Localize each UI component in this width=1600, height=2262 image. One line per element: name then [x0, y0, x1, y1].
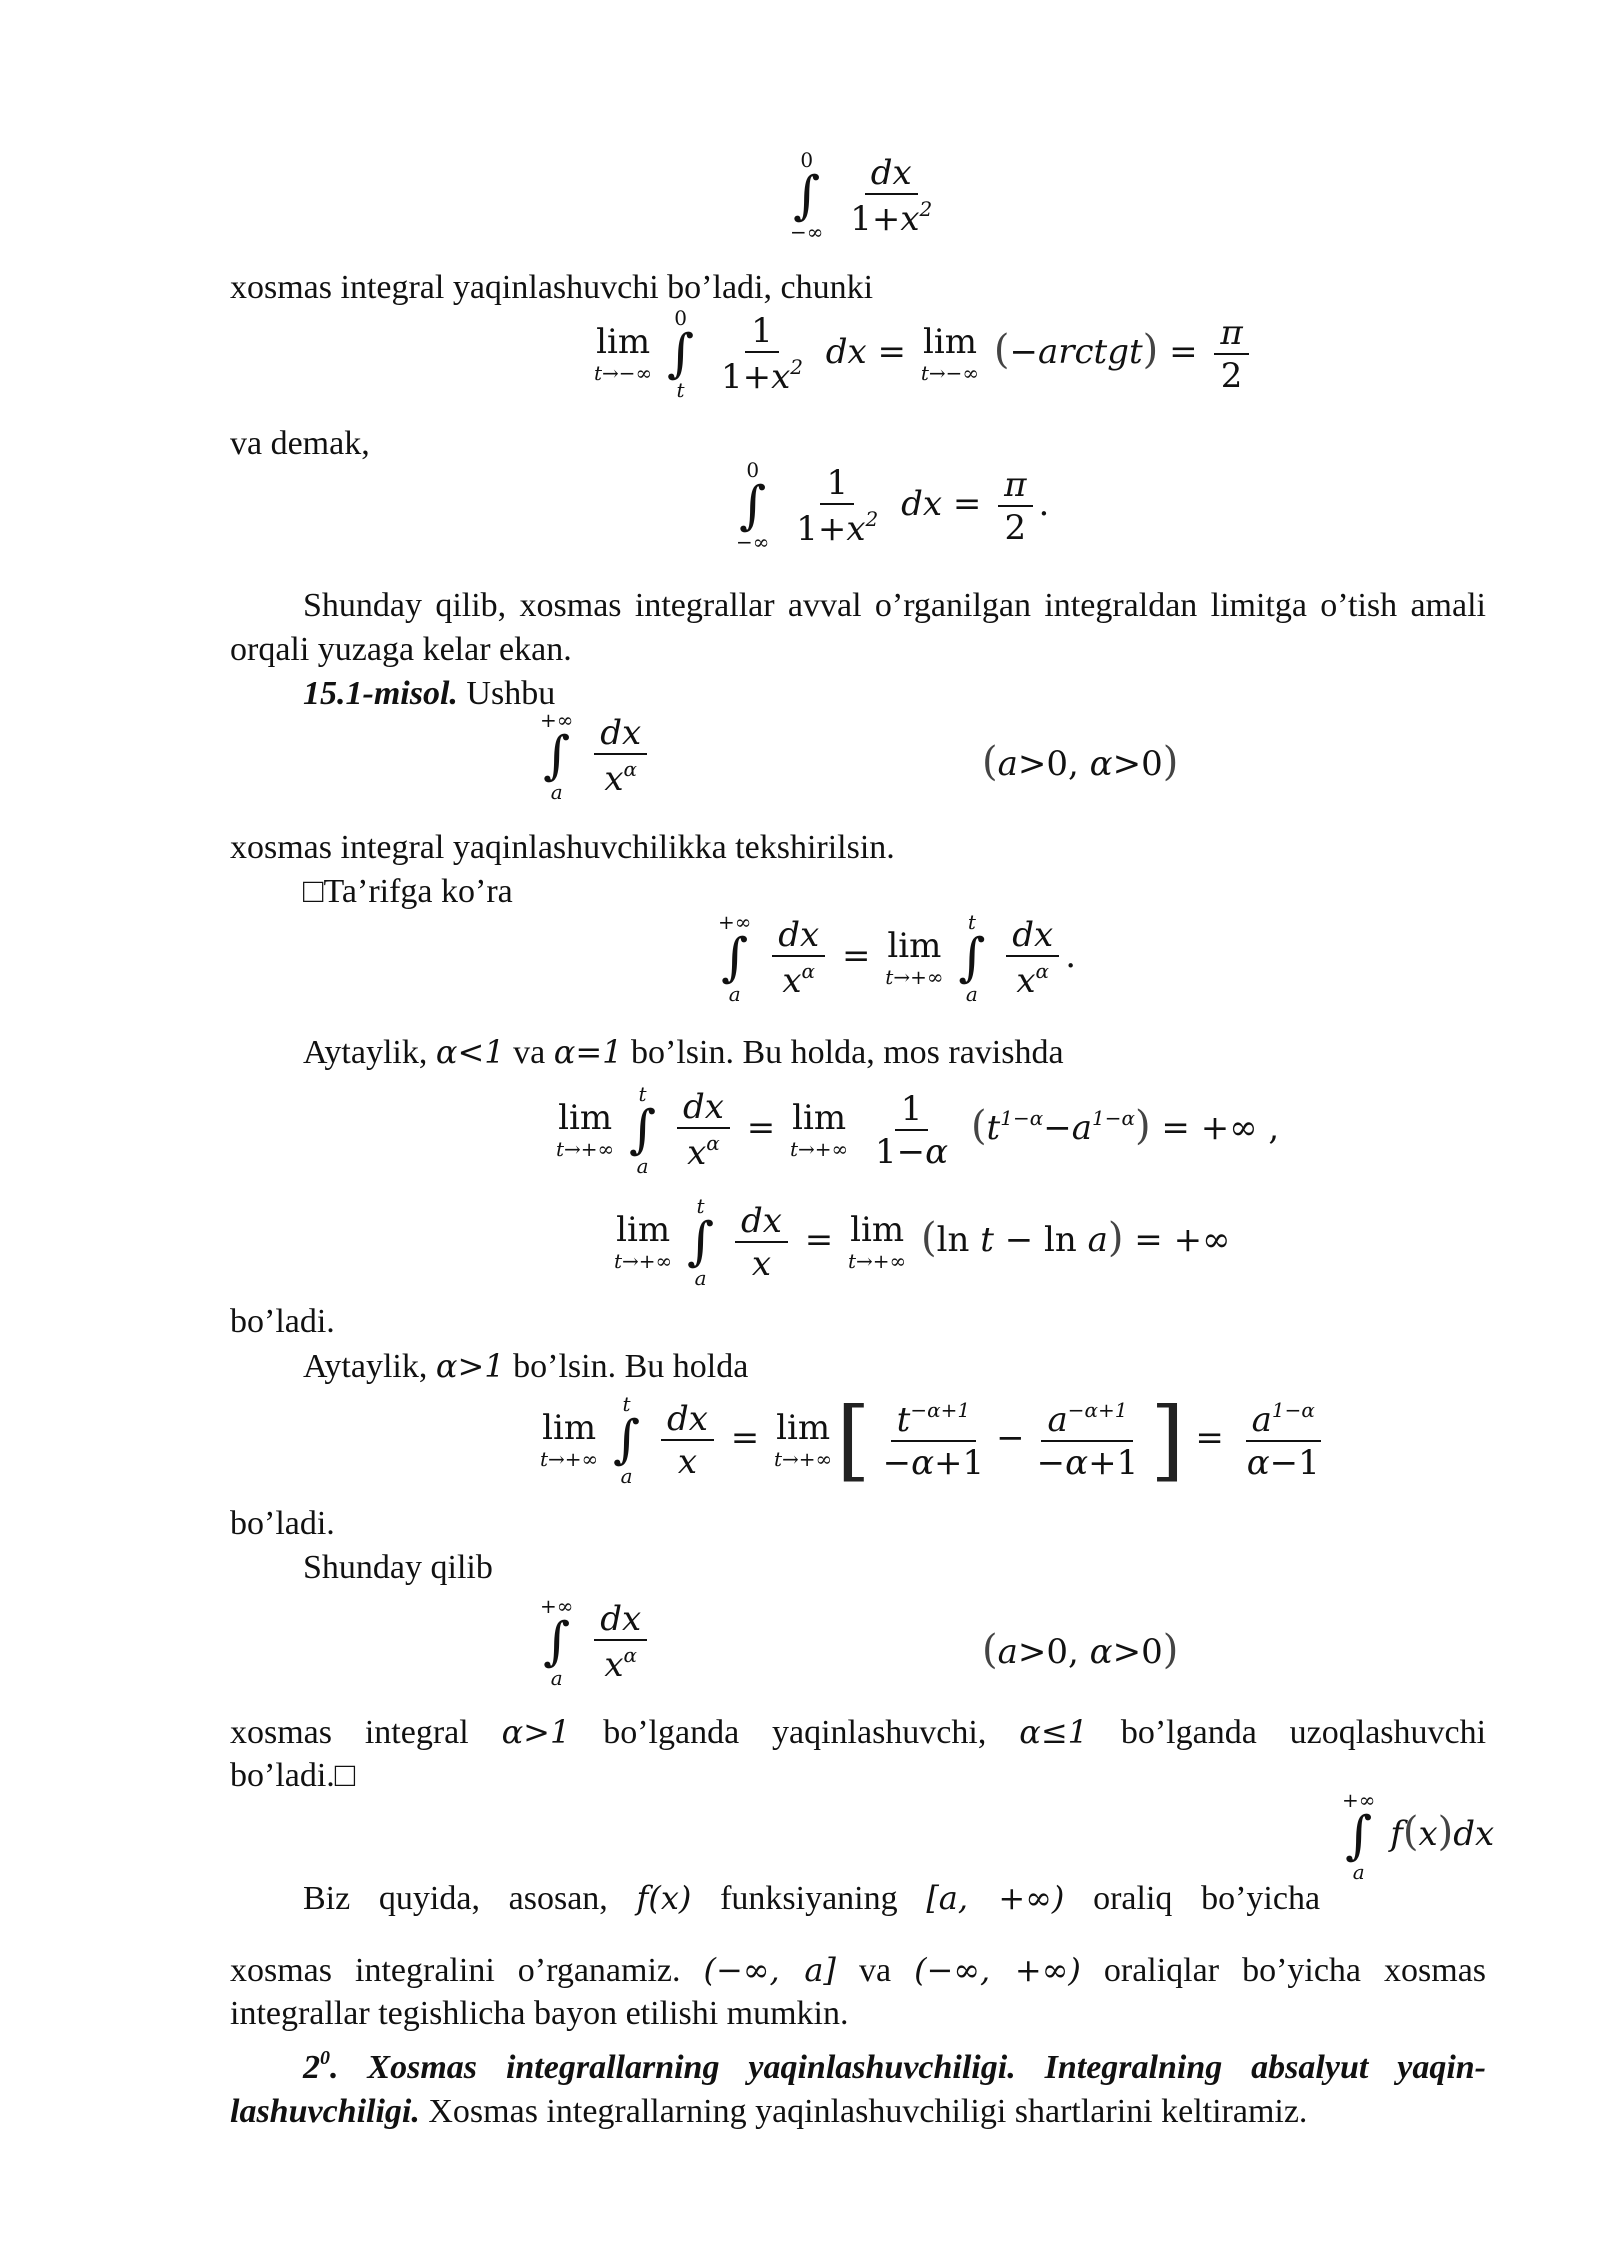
conclusion-condition-1: α>1 [501, 1713, 571, 1751]
formula-4: +∞ ∫ a $\frac{dx}{x^\alpha}$ [540, 710, 653, 802]
text-line-6: □Ta’rifga ko’ra [303, 873, 513, 910]
va-text: va [513, 1034, 546, 1071]
biz-text-b: funksiyaning [720, 1880, 898, 1917]
interval-a-inf: [a, +∞) [926, 1879, 1065, 1917]
formula-10: +∞ ∫ a f(x)dx [1342, 1788, 1495, 1884]
example-heading [230, 672, 1486, 716]
integrallar-line: integrallar tegishlicha bayon etilishi mumkin. [230, 1995, 849, 2032]
boladi-line-1: bo’ladi. [230, 1303, 335, 1340]
interval-minus-inf-plus-inf: (−∞, +∞) [914, 1951, 1081, 1989]
formula-7: lim t→+∞ t ∫ a $\frac{dx}{x}$ = lim t→+∞ (ln t − ln a) = +∞ [614, 1194, 1231, 1290]
section-rest: Xosmas integrallarning yaqinlashuvchiligi shartlarini keltiramiz. [419, 2093, 1308, 2130]
section-number: 2 [303, 2049, 320, 2086]
conclusion-text-b: bo’lganda yaqinlashuvchi, [603, 1714, 987, 1751]
conclusion-text-a: xosmas integral [230, 1714, 469, 1751]
formula-9-condition: (a>0, α>0) [982, 1627, 1179, 1673]
aytaylik-1-rest: bo’lsin. Bu holda, mos ravishda [631, 1034, 1064, 1071]
conclusion-line [230, 1710, 1486, 1755]
aytaylik-1-text: Aytaylik, [303, 1034, 428, 1071]
condition-alpha-less-1: α<1 [435, 1033, 505, 1071]
example-text: Ushbu [457, 675, 556, 712]
aytaylik-line-2 [230, 1344, 1486, 1389]
formula-6: lim t→+∞ t ∫ a $\frac{dx}{x^\alpha}$ = lim t→+∞ $\frac{1}{1-\alpha}$ $(t^{1-\alpha}-a^{1-\alpha})$ = +∞ , [556, 1082, 1280, 1178]
paragraph-shunday: Shunday qilib, xosmas integrallar avval o’rganilgan integraldan limitga o’tish amali orqali yuzaga kelar ekan. [230, 587, 1486, 668]
boladi-line-2: bo’ladi. [230, 1505, 335, 1542]
document-page [230, 0, 1495, 2262]
conclusion-end: bo’ladi.□ [230, 1757, 356, 1794]
condition-alpha-equals-1: α=1 [553, 1033, 623, 1071]
formula-5: +∞ ∫ a $\frac{dx}{x^\alpha}$ = lim t→+∞ t ∫ a $\frac{dx}{x^\alpha}$ . [718, 910, 1076, 1006]
section-heading [230, 2036, 1486, 2134]
biz-line [230, 1876, 1320, 1921]
xi-va: va [858, 1952, 892, 1989]
xi-text-a: xosmas integralini o’rganamiz. [230, 1952, 681, 1989]
interval-minus-inf-a: (−∞, a] [703, 1951, 836, 1989]
formula-4-condition: (a>0, α>0) [982, 739, 1179, 785]
formula-3: 0 ∫ −∞ $\frac{1}{1+x^2}$ dx = $\frac{\pi}{2}$ . [736, 458, 1050, 554]
xosmas-line [230, 1948, 1486, 1993]
formula-1: 0 ∫ −∞ $\frac{dx}{1+x^2}$ [790, 148, 933, 244]
conclusion-text-c: bo’lganda uzoqlashuvchi [1120, 1714, 1487, 1751]
aytaylik-line-1 [230, 1030, 1486, 1075]
formula-8: lim t→+∞ t ∫ a $\frac{dx}{x}$ = lim t→+∞ [ $\frac{t^{-\alpha+1}}{-\alpha+1}$ − $\frac{a^{-\alpha+1}}{-\alpha+1}$ ] = $\frac{a^{1-\alpha}}{\alpha-1}$ [540, 1388, 1320, 1491]
section-number-sup: 0 [320, 2047, 330, 2069]
text-line-5: xosmas integral yaqinlashuvchilikka tekshirilsin. [230, 829, 895, 866]
condition-alpha-greater-1: α>1 [435, 1347, 505, 1385]
conclusion-condition-2: α≤1 [1019, 1713, 1088, 1751]
shunday-line: Shunday qilib [303, 1549, 493, 1586]
function-fx: f(x) [636, 1879, 692, 1917]
formula-2: lim t→−∞ 0 ∫ t $\frac{1}{1+x^2}$ dx = lim t→−∞ (−arctgt) = $\frac{\pi}{2}$ [590, 308, 1255, 400]
section-title-2: lashuvchiligi. [230, 2093, 420, 2130]
text-line-1: xosmas integral yaqinlashuvchi bo’ladi, chunki [230, 269, 874, 306]
xi-text-b: oraliqlar bo’yicha xosmas [1103, 1952, 1487, 1989]
formula-9: +∞ ∫ a $\frac{dx}{x^\alpha}$ [540, 1596, 653, 1688]
biz-text-c: oraliq bo’yicha [1093, 1880, 1321, 1917]
biz-text-a: Biz quyida, asosan, [303, 1880, 608, 1917]
text-line-2: va demak, [230, 425, 370, 462]
aytaylik-2-rest: bo’lsin. Bu holda [513, 1348, 749, 1385]
aytaylik-2-text: Aytaylik, [303, 1348, 428, 1385]
example-label: 15.1-misol. [303, 675, 458, 712]
section-title: . Xosmas integrallarning yaqinlashuvchiligi. Integralning absalyut yaqin- [330, 2049, 1486, 2086]
